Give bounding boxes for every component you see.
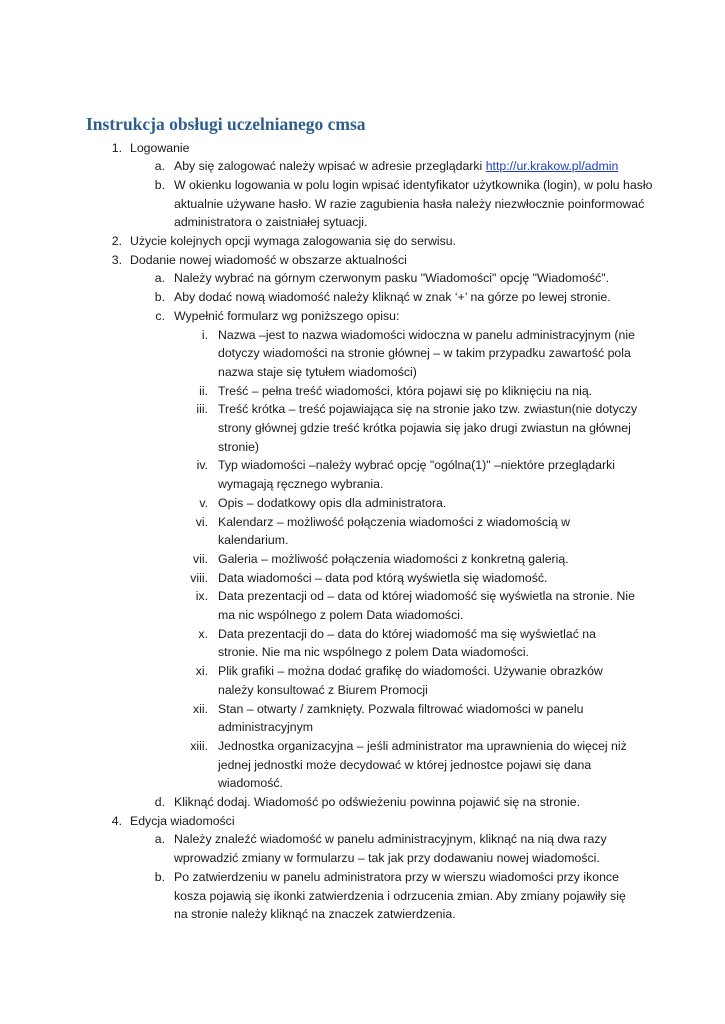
list-marker: a. [154,271,165,286]
list-item-text: stronie) [218,439,260,454]
list-item-text: dotyczy wiadomości na stronie głównej – w takim przypadku zawartość pola [218,346,631,361]
list-marker: b. [154,177,165,192]
list-marker: xiii. [190,738,208,753]
list-item-text: wymagają ręcznego wybrania. [218,477,384,492]
list-item-text: na stronie należy kliknąć na znaczek zatwierdzenia. [174,907,456,922]
list-item-text: Aby się zalogować należy wpisać w adresie przeglądarki http://ur.krakow.pl/admin [174,159,619,174]
list-item-text: Nazwa –jest to nazwa wiadomości widoczna w panelu administracyjnym (nie [218,327,635,342]
list-item-text: W okienku logowania w polu login wpisać identyfikator użytkownika (login), w polu hasło [174,177,653,192]
list-marker: a. [154,159,165,174]
list-marker: b. [154,290,165,305]
list-item-text: jednej jednostki może decydować w której jednostce pojawi się dana [218,757,592,772]
list-item-text: Jednostka organizacyjna – jeśli administrator ma uprawnienia do więcej niż [218,738,627,753]
document-title: Instrukcja obsługi uczelnianego cmsa [86,114,366,134]
list-item-text: wiadomość. [218,776,283,791]
list-marker: vii. [192,551,208,566]
list-item-text: należy konsultować z Biurem Promocji [218,682,428,697]
list-item-text: Data wiadomości – data pod którą wyświetla się wiadomość. [218,570,548,585]
list-item-text: Logowanie [130,140,190,155]
list-marker: b. [154,869,165,884]
list-item-text: Plik grafiki – można dodać grafikę do wiadomości. Używanie obrazków [218,664,603,679]
list-item-text: Stan – otwarty / zamknięty. Pozwala filtrować wiadomości w panelu [218,701,584,716]
list-item-text: Należy znaleźć wiadomość w panelu administracyjnym, kliknąć na nią dwa razy [174,832,607,847]
list-item-text: wprowadzić zmiany w formularzu – tak jak przy dodawaniu nowej wiadomości. [174,851,600,866]
list-item-text: Opis – dodatkowy opis dla administratora. [218,495,447,510]
list-item-text: strony głównej gdzie treść krótka pojawia się jako drugi zwiastun na głównej [218,421,631,435]
list-item-text: Data prezentacji do – data do której wiadomość ma się wyświetlać na [218,626,596,641]
list-marker: v. [199,495,208,510]
list-item-text: Data prezentacji od – data od której wiadomość się wyświetla na stronie. Nie [218,589,635,604]
list-item-text: administratora o zaistniałej sytuacji. [174,215,368,230]
list-marker: vi. [195,514,208,529]
list-item-text: Kliknąć dodaj. Wiadomość po odświeżeniu powinna pojawić się na stronie. [174,795,581,809]
list-item-text: kalendarium. [218,533,289,548]
list-marker: 1. [111,140,122,155]
list-item-text: Dodanie nowej wiadomość w obszarze aktualności [130,252,407,267]
list-marker: x. [198,626,208,641]
list-marker: iv. [196,458,208,473]
list-marker: xi. [195,664,208,679]
list-item-text: Kalendarz – możliwość połączenia wiadomości z wiadomością w [218,514,570,529]
list-item-text: Po zatwierdzeniu w panelu administratora przy w wierszu wiadomości przy ikonce [174,869,619,884]
list-marker: a. [154,832,165,847]
list-item-text: Treść krótka – treść pojawiająca się na stronie jako tzw. zwiastun(nie dotyczy [218,402,638,417]
admin-url-link[interactable]: http://ur.krakow.pl/admin [485,159,619,174]
list-marker: 2. [111,234,122,248]
list-marker: 3. [111,252,122,267]
list-item-text: Treść – pełna treść wiadomości, która pojawi się po kliknięciu na nią. [218,383,593,398]
list-item-text: stronie. Nie ma nic wspólnego z polem Data wiadomości. [218,645,529,660]
list-marker: xii. [192,701,208,716]
list-item-text: Galeria – możliwość połączenia wiadomości z konkretną galerią. [218,551,569,566]
list-item-text: aktualnie używane hasło. W razie zagubienia hasła należy niezwłocznie poinformować [174,196,645,211]
list-marker: iii. [196,402,208,417]
list-marker: c. [155,308,165,323]
list-item-text: Należy wybrać na górnym czerwonym pasku "Wiadomości" opcję "Wiadomość". [174,271,610,286]
list-item-text: kosza pojawią się ikonki zatwierdzenia i odrzucenia zmian. Aby zmiany pojawiły się [174,888,626,903]
list-marker: ix. [195,589,208,604]
list-marker: ii. [199,383,208,398]
list-marker: 4. [111,813,122,828]
list-item-text: nazwa staje się tytułem wiadomości) [218,364,417,379]
list-item-text: Aby dodać nową wiadomość należy kliknąć w znak ‘+’ na górze po lewej stronie. [174,290,611,305]
list-item-text: Edycja wiadomości [130,813,235,828]
list-item-text: administracyjnym [218,720,313,735]
list-item-text: Użycie kolejnych opcji wymaga zalogowania się do serwisu. [130,234,457,248]
list-marker: i. [201,327,208,342]
list-item-text: Typ wiadomości –należy wybrać opcję "ogólna(1)" –niektóre przeglądarki [218,458,615,473]
list-marker: d. [154,795,165,809]
list-marker: viii. [190,570,208,585]
list-item-text: Wypełnić formularz wg poniższego opisu: [174,308,400,323]
list-item-text: ma nic wspólnego z polem Data wiadomości. [218,608,464,622]
